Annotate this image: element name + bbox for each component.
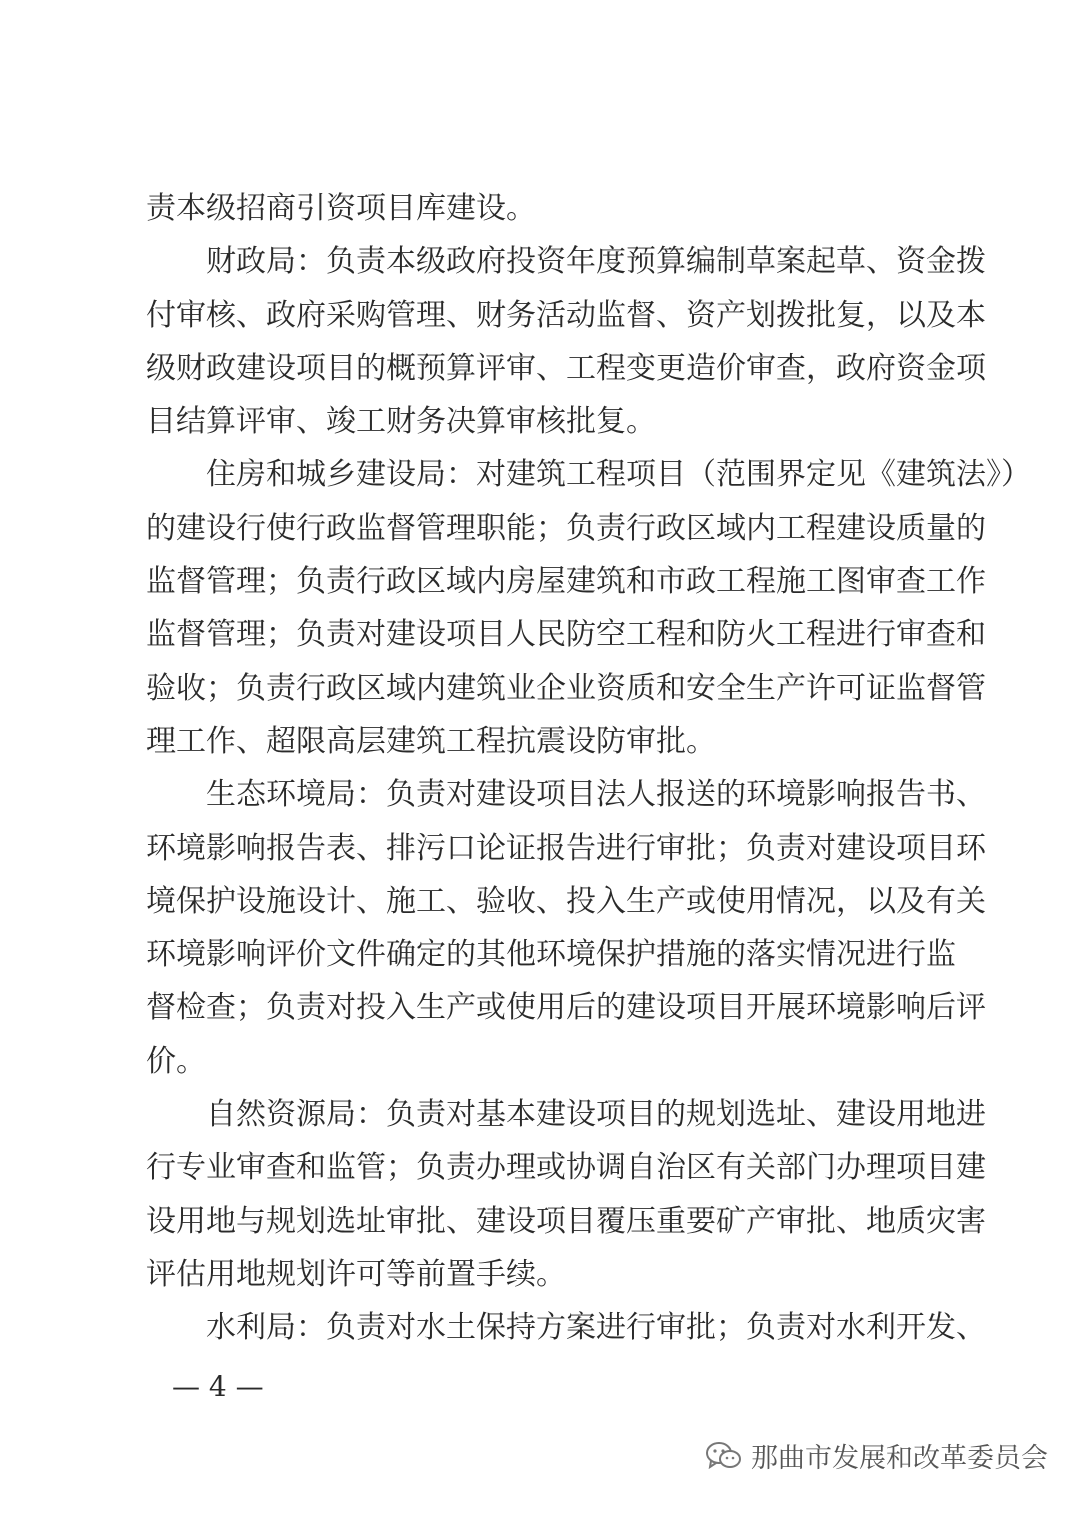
text-line: 境保护设施设计、施工、验收、投入生产或使用情况，以及有关	[146, 883, 986, 919]
text-line: 环境影响评价文件确定的其他环境保护措施的落实情况进行监	[146, 937, 956, 973]
text-line: 环境影响报告表、排污口论证报告进行审批；负责对建设项目环	[146, 830, 986, 866]
text-line: 行专业审查和监管；负责办理或协调自治区有关部门办理项目建	[146, 1150, 986, 1186]
text-line: 级财政建设项目的概预算评审、工程变更造价审查，政府资金项	[146, 350, 986, 386]
text-line: 督检查；负责对投入生产或使用后的建设项目开展环境影响后评	[146, 990, 986, 1026]
wechat-icon	[705, 1441, 743, 1471]
page-number: — 4 —	[172, 1370, 264, 1403]
text-line: 价。	[146, 1043, 206, 1079]
text-line: 监督管理；负责对建设项目人民防空工程和防火工程进行审查和	[146, 617, 986, 653]
text-line: 设用地与规划选址审批、建设项目覆压重要矿产审批、地质灾害	[146, 1203, 986, 1239]
text-line: 付审核、政府采购管理、财务活动监督、资产划拨批复，以及本	[146, 297, 986, 333]
text-line: 住房和城乡建设局：对建筑工程项目（范围界定见《建筑法》）	[206, 457, 1031, 493]
text-line: 评估用地规划许可等前置手续。	[146, 1256, 566, 1292]
watermark	[705, 1436, 1048, 1475]
text-line: 自然资源局：负责对基本建设项目的规划选址、建设用地进	[206, 1097, 986, 1133]
text-line: 财政局：负责本级政府投资年度预算编制草案起草、资金拨	[206, 244, 986, 280]
text-line: 责本级招商引资项目库建设。	[146, 191, 536, 226]
text-line: 目结算评审、竣工财务决算审核批复。	[146, 404, 656, 440]
text-line: 生态环境局：负责对建设项目法人报送的环境影响报告书、	[206, 777, 986, 813]
text-line: 水利局：负责对水土保持方案进行审批；负责对水利开发、	[206, 1310, 986, 1346]
watermark-text: 那曲市发展和改革委员会	[751, 1443, 1048, 1474]
text-line: 的建设行使行政监督管理职能；负责行政区域内工程建设质量的	[146, 510, 986, 546]
document-body	[146, 182, 1031, 1355]
text-line: 监督管理；负责行政区域内房屋建筑和市政工程施工图审查工作	[146, 564, 986, 600]
text-line: 理工作、超限高层建筑工程抗震设防审批。	[146, 723, 716, 759]
text-line: 验收；负责行政区域内建筑业企业资质和安全生产许可证监督管	[146, 670, 986, 706]
